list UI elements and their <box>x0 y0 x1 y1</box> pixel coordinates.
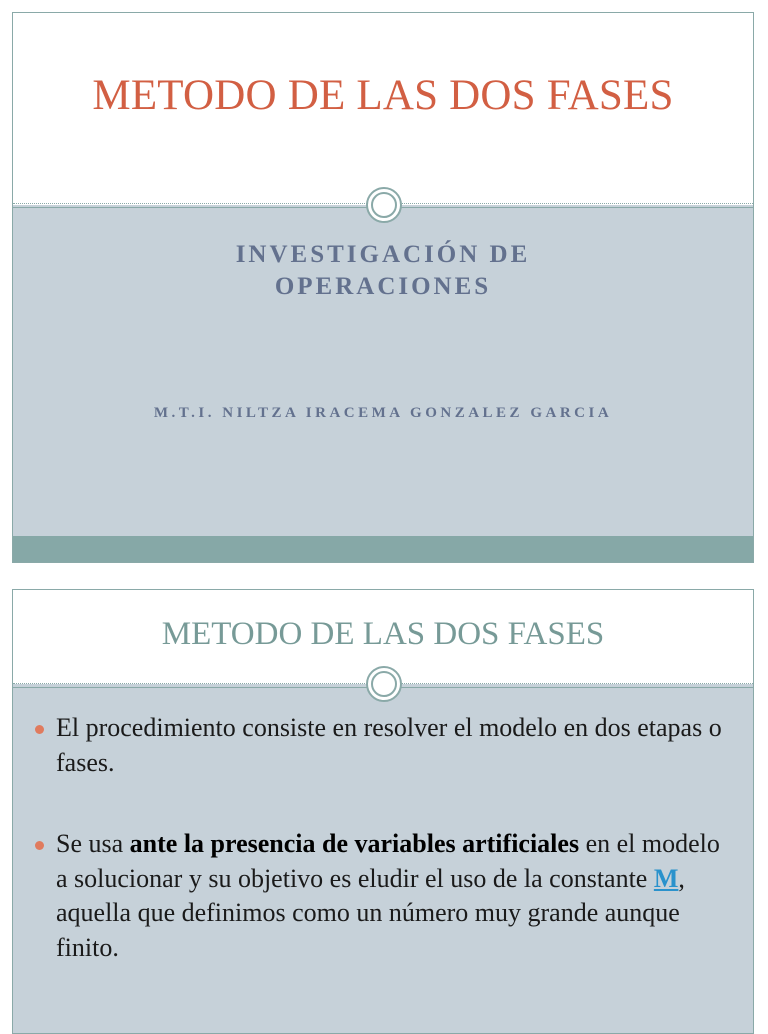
bullet-text: El procedimiento consiste en resolver el modelo en dos etapas o fases. <box>56 713 722 777</box>
slide-title: METODO DE LAS DOS FASES <box>92 72 674 119</box>
bullet-text-part: Se usa <box>56 829 130 858</box>
content-slide <box>12 589 754 1034</box>
author-name: M.T.I. NILTZA IRACEMA GONZALEZ GARCIA <box>153 405 613 421</box>
subtitle-line-1: INVESTIGACIÓN DE <box>235 241 531 268</box>
accent-bar <box>13 536 753 562</box>
bullet-icon <box>35 725 44 734</box>
subtitle-line-2: OPERACIONES <box>274 273 492 300</box>
slide-title: METODO DE LAS DOS FASES <box>161 616 605 652</box>
title-slide <box>12 12 754 563</box>
circle-ornament-icon <box>366 666 402 702</box>
constant-m-link[interactable]: M <box>653 863 679 893</box>
bullet-text-part: en el modelo a solucionar y su objetivo es eludir el uso de la constante <box>56 829 720 893</box>
bullet-text-part: , aquella que definimos como un número muy grande aunque finito. <box>56 863 685 962</box>
slide-subtitle <box>13 239 753 303</box>
bullet-bold-text: ante la presencia de variables artificiales <box>129 829 580 858</box>
bullet-text <box>56 827 736 965</box>
circle-ornament-icon <box>366 187 402 223</box>
bullet-icon <box>35 841 44 850</box>
title-area <box>13 13 753 205</box>
